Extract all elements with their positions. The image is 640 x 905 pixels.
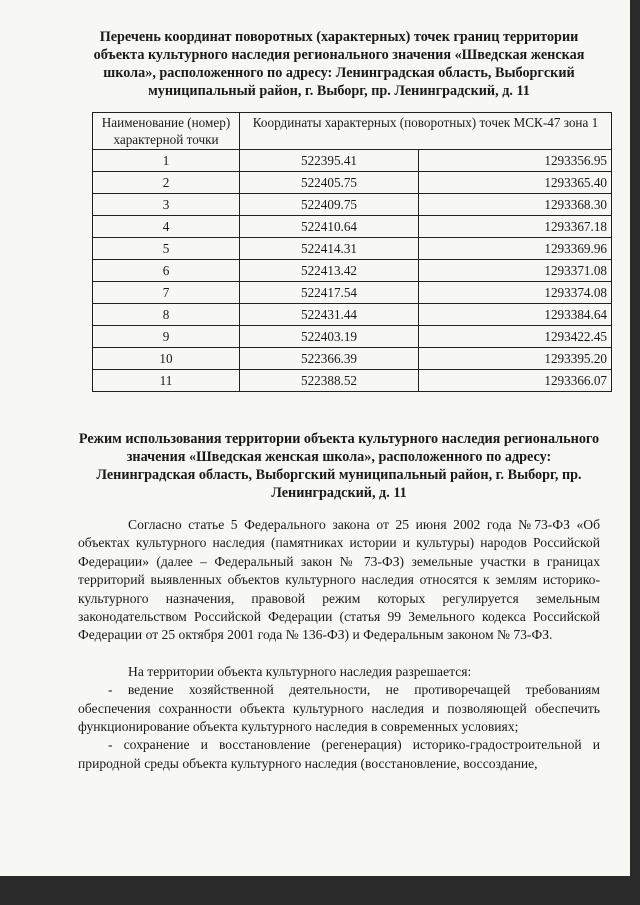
paragraph-legal-basis: Согласно статье 5 Федерального закона от 25 июня 2002 года №73-ФЗ «Об объектах культурного наследия (памятниках истории и культуры) народов Российской Федерации» (далее – Федеральный закон № 73-ФЗ) земельные участки в границах территорий выявленных объектов культурного наследия относятся к землям историко-культурного назначения, правовой режим которых регулируется земельным законодательством Российской Федерации (статья 99 Земельного кодекса Российской Федерации от 25 октября 2001 года № 136-ФЗ) и Федеральным законом № 73-ФЗ.: [78, 517, 600, 643]
coordinate-y-cell: 1293356.95: [419, 150, 612, 172]
paragraph-permitted-item-1: - ведение хозяйственной деятельности, не противоречащей требованиям обеспечения сохранности объекта культурного наследия и позволяющей обеспечить функционирование объекта культурного наследия в современных условиях;: [78, 682, 600, 735]
table-row: [93, 150, 612, 172]
coordinates-table: [92, 112, 612, 392]
coordinate-x-cell: 522366.39: [240, 348, 419, 370]
point-number-cell: 2: [93, 172, 240, 194]
coordinate-x-cell: 522431.44: [240, 304, 419, 326]
coordinate-x-cell: 522413.42: [240, 260, 419, 282]
point-number-cell: 1: [93, 150, 240, 172]
coordinate-y-cell: 1293374.08: [419, 282, 612, 304]
table-row: [93, 260, 612, 282]
table-row: [93, 172, 612, 194]
table-row: [93, 216, 612, 238]
coordinate-x-cell: 522410.64: [240, 216, 419, 238]
point-number-cell: 9: [93, 326, 240, 348]
table-row: [93, 282, 612, 304]
paragraph-gap: [78, 645, 600, 663]
coordinate-x-cell: 522395.41: [240, 150, 419, 172]
table-row: [93, 370, 612, 392]
section-title: Режим использования территории объекта культурного наследия регионального значения «Шведская женская школа», расположенного по адресу: Ленинградская область, Выборгский муниципальный район, г. Выборг, пр. Ленинградский, д. 11: [78, 431, 600, 501]
coordinate-x-cell: 522403.19: [240, 326, 419, 348]
table-row: [93, 326, 612, 348]
coordinate-y-cell: 1293368.30: [419, 194, 612, 216]
point-number-header: Наименование (номер) характерной точки: [93, 113, 240, 150]
coordinate-x-cell: 522405.75: [240, 172, 419, 194]
table-header-row: [93, 113, 612, 150]
paragraph-permitted-item-2: - сохранение и восстановление (регенерация) историко-градостроительной и природной среды объекта культурного наследия (восстановление, воссоздание,: [78, 737, 600, 771]
point-number-cell: 6: [93, 260, 240, 282]
coordinate-y-cell: 1293422.45: [419, 326, 612, 348]
coordinate-y-cell: 1293366.07: [419, 370, 612, 392]
table-row: [93, 238, 612, 260]
point-number-cell: 10: [93, 348, 240, 370]
coordinate-x-cell: 522409.75: [240, 194, 419, 216]
coordinate-x-cell: 522417.54: [240, 282, 419, 304]
table-row: [93, 304, 612, 326]
coordinate-y-cell: 1293369.96: [419, 238, 612, 260]
coordinate-x-cell: 522388.52: [240, 370, 419, 392]
coordinate-y-cell: 1293371.08: [419, 260, 612, 282]
point-number-cell: 4: [93, 216, 240, 238]
point-number-cell: 11: [93, 370, 240, 392]
point-number-cell: 3: [93, 194, 240, 216]
document-title: Перечень координат поворотных (характерных) точек границ территории объекта культурного наследия регионального значения «Шведская женская школа», расположенного по адресу: Ленинградская область, Выборгский муниципальный район, г. Выборг, пр. Ленинградский, д. 11: [93, 29, 585, 99]
point-number-cell: 7: [93, 282, 240, 304]
coordinate-y-cell: 1293384.64: [419, 304, 612, 326]
coordinate-y-cell: 1293365.40: [419, 172, 612, 194]
paragraph-permitted-intro: На территории объекта культурного наследия разрешается:: [128, 663, 472, 679]
coordinates-table-body: [93, 150, 612, 392]
point-number-cell: 5: [93, 238, 240, 260]
coordinate-y-cell: 1293367.18: [419, 216, 612, 238]
coordinate-x-cell: 522414.31: [240, 238, 419, 260]
table-row: [93, 348, 612, 370]
coordinates-header: Координаты характерных (поворотных) точек МСК-47 зона 1: [240, 113, 612, 150]
table-row: [93, 194, 612, 216]
point-number-cell: 8: [93, 304, 240, 326]
coordinate-y-cell: 1293395.20: [419, 348, 612, 370]
